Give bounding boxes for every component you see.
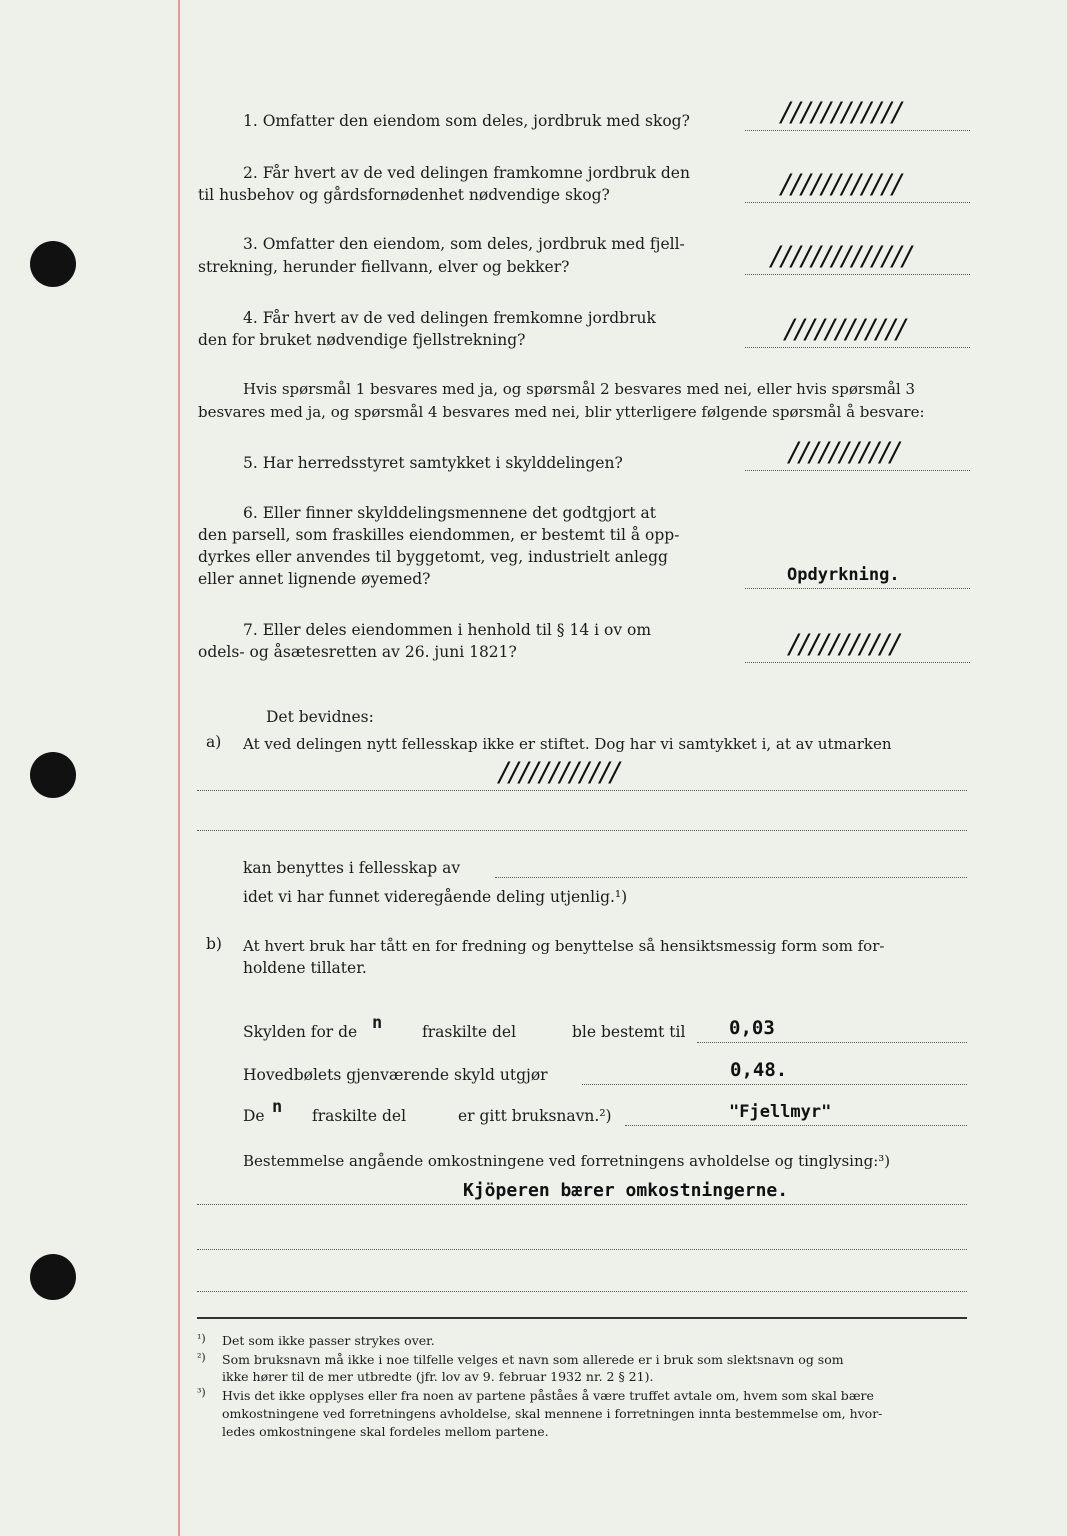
margin-line <box>178 0 180 1536</box>
hovedbol-label: Hovedbølets gjenværende skyld utgjør <box>243 1066 548 1084</box>
question-5-answer-field <box>745 437 970 471</box>
bruksnavn-value: "Fjellmyr" <box>729 1102 832 1122</box>
question-4-strikeout: //////////// <box>785 314 907 345</box>
hovedbol-value-field <box>582 1054 967 1085</box>
certify-a-line3: idet vi har funnet videregående deling utjenlig.¹) <box>243 888 628 906</box>
certify-a-answer-field <box>197 757 967 791</box>
question-2-text-line2: til husbehov og gårdsfornødenhet nødvendige skog? <box>198 186 610 204</box>
question-2-text-line1: 2. Får hvert av de ved delingen framkomne jordbruk den <box>243 164 690 182</box>
question-6-text-line1: 6. Eller finner skylddelingsmennene det godtgjort at <box>243 504 656 522</box>
question-6-answer: Opdyrkning. <box>787 565 900 585</box>
bruksnavn-de: De <box>243 1107 265 1125</box>
question-3-text-line1: 3. Omfatter den eiendom, som deles, jordbruk med fjell- <box>243 235 685 253</box>
question-7-answer-field <box>745 629 970 663</box>
certify-a-strikeout: //////////// <box>499 757 621 788</box>
skylden-fraskilte: fraskilte del <box>422 1023 517 1041</box>
skylden-suffix: n <box>372 1013 383 1033</box>
question-3-text-line2: strekning, herunder fiellvann, elver og bekker? <box>198 258 570 276</box>
hovedbol-value: 0,48. <box>730 1059 788 1081</box>
costs-value-field <box>197 1174 967 1205</box>
footnote-3-line3: ledes omkostningene skal fordeles mellom partene. <box>222 1424 549 1439</box>
costs-label: Bestemmelse angående omkostningene ved forretningens avholdelse og tinglysing:³) <box>243 1152 891 1170</box>
question-1-answer-field <box>745 97 970 131</box>
question-6-text-line4: eller annet lignende øyemed? <box>198 570 431 588</box>
footnote-3-line1: Hvis det ikke opplyses eller fra noen av partene påståes å være truffet avtale om, hvem som skal bære <box>222 1388 874 1403</box>
question-6-text-line3: dyrkes eller anvendes til byggetomt, veg, industrielt anlegg <box>198 548 668 566</box>
skylden-label: Skylden for de <box>243 1023 358 1041</box>
certify-a-text: At ved delingen nytt fellesskap ikke er stiftet. Dog har vi samtykket i, at av utmarken <box>243 735 892 753</box>
punch-hole <box>30 1254 76 1300</box>
question-2-strikeout: //////////// <box>781 169 903 200</box>
skylden-value-field <box>697 1012 967 1043</box>
bruksnavn-fraskilte: fraskilte del <box>312 1107 407 1125</box>
costs-blank-line-1 <box>197 1248 967 1250</box>
certify-b-line2: holdene tillater. <box>243 959 367 977</box>
question-6-answer-field <box>745 558 970 589</box>
footnote-1-line1: Det som ikke passer strykes over. <box>222 1333 435 1348</box>
certify-b-label: b) <box>206 935 222 953</box>
bruksnavn-label: er gitt bruksnavn.²) <box>458 1107 612 1125</box>
question-6-text-line2: den parsell, som fraskilles eiendommen, er bestemt til å opp- <box>198 526 680 544</box>
certify-a-blank-line <box>197 829 967 831</box>
question-7-text-line2: odels- og åsætesretten av 26. juni 1821? <box>198 643 517 661</box>
footnote-2-line2: ikke hører til de mer utbredte (jfr. lov av 9. februar 1932 nr. 2 § 21). <box>222 1369 654 1384</box>
certify-a-line2: kan benyttes i fellesskap av <box>243 859 461 877</box>
footnote-1-mark: ¹) <box>197 1332 206 1345</box>
question-5-text: 5. Har herredsstyret samtykket i skylddelingen? <box>243 454 623 472</box>
costs-blank-line-2 <box>197 1290 967 1292</box>
certify-a-label: a) <box>206 733 222 751</box>
certify-b-line1: At hvert bruk har tått en for fredning og benyttelse så hensiktsmessig form som for- <box>243 937 885 955</box>
question-7-strikeout: /////////// <box>789 629 901 660</box>
question-4-text-line2: den for bruket nødvendige fjellstrekning? <box>198 331 526 349</box>
punch-hole <box>30 752 76 798</box>
footnote-2-mark: ²) <box>197 1351 206 1364</box>
question-1-strikeout: //////////// <box>781 97 903 128</box>
footnote-2-line1: Som bruksnavn må ikke i noe tilfelle velges et navn som allerede er i bruk som slektsnavn og som <box>222 1352 844 1367</box>
footnote-3-line2: omkostningene ved forretningens avholdelse, skal mennene i forretningen innta bestemmelse om, hvor- <box>222 1406 883 1421</box>
question-3-answer-field <box>745 241 970 275</box>
bruksnavn-value-field <box>625 1095 967 1126</box>
fellesskap-blank-line <box>495 876 967 878</box>
costs-value: Kjöperen bærer omkostningerne. <box>463 1180 789 1201</box>
question-2-answer-field <box>745 169 970 203</box>
question-4-answer-field <box>745 314 970 348</box>
intro-text-line2: besvares med ja, og spørsmål 4 besvares med nei, blir ytterligere følgende spørsmål å besvare: <box>198 403 925 421</box>
skylden-bestemt: ble bestemt til <box>572 1023 686 1041</box>
question-5-strikeout: /////////// <box>789 437 901 468</box>
footnote-3-mark: ³) <box>197 1386 206 1399</box>
bruksnavn-suffix: n <box>272 1097 283 1117</box>
intro-text-line1: Hvis spørsmål 1 besvares med ja, og spørsmål 2 besvares med nei, eller hvis spørsmål 3 <box>243 380 916 398</box>
certify-heading: Det bevidnes: <box>266 708 374 726</box>
skylden-value: 0,03 <box>729 1017 775 1039</box>
question-7-text-line1: 7. Eller deles eiendommen i henhold til § 14 i ov om <box>243 621 652 639</box>
question-4-text-line1: 4. Får hvert av de ved delingen fremkomne jordbruk <box>243 309 656 327</box>
question-1-text: 1. Omfatter den eiendom som deles, jordbruk med skog? <box>243 112 690 130</box>
question-3-strikeout: ////////////// <box>771 241 913 272</box>
footnote-rule <box>197 1317 967 1319</box>
punch-hole <box>30 241 76 287</box>
